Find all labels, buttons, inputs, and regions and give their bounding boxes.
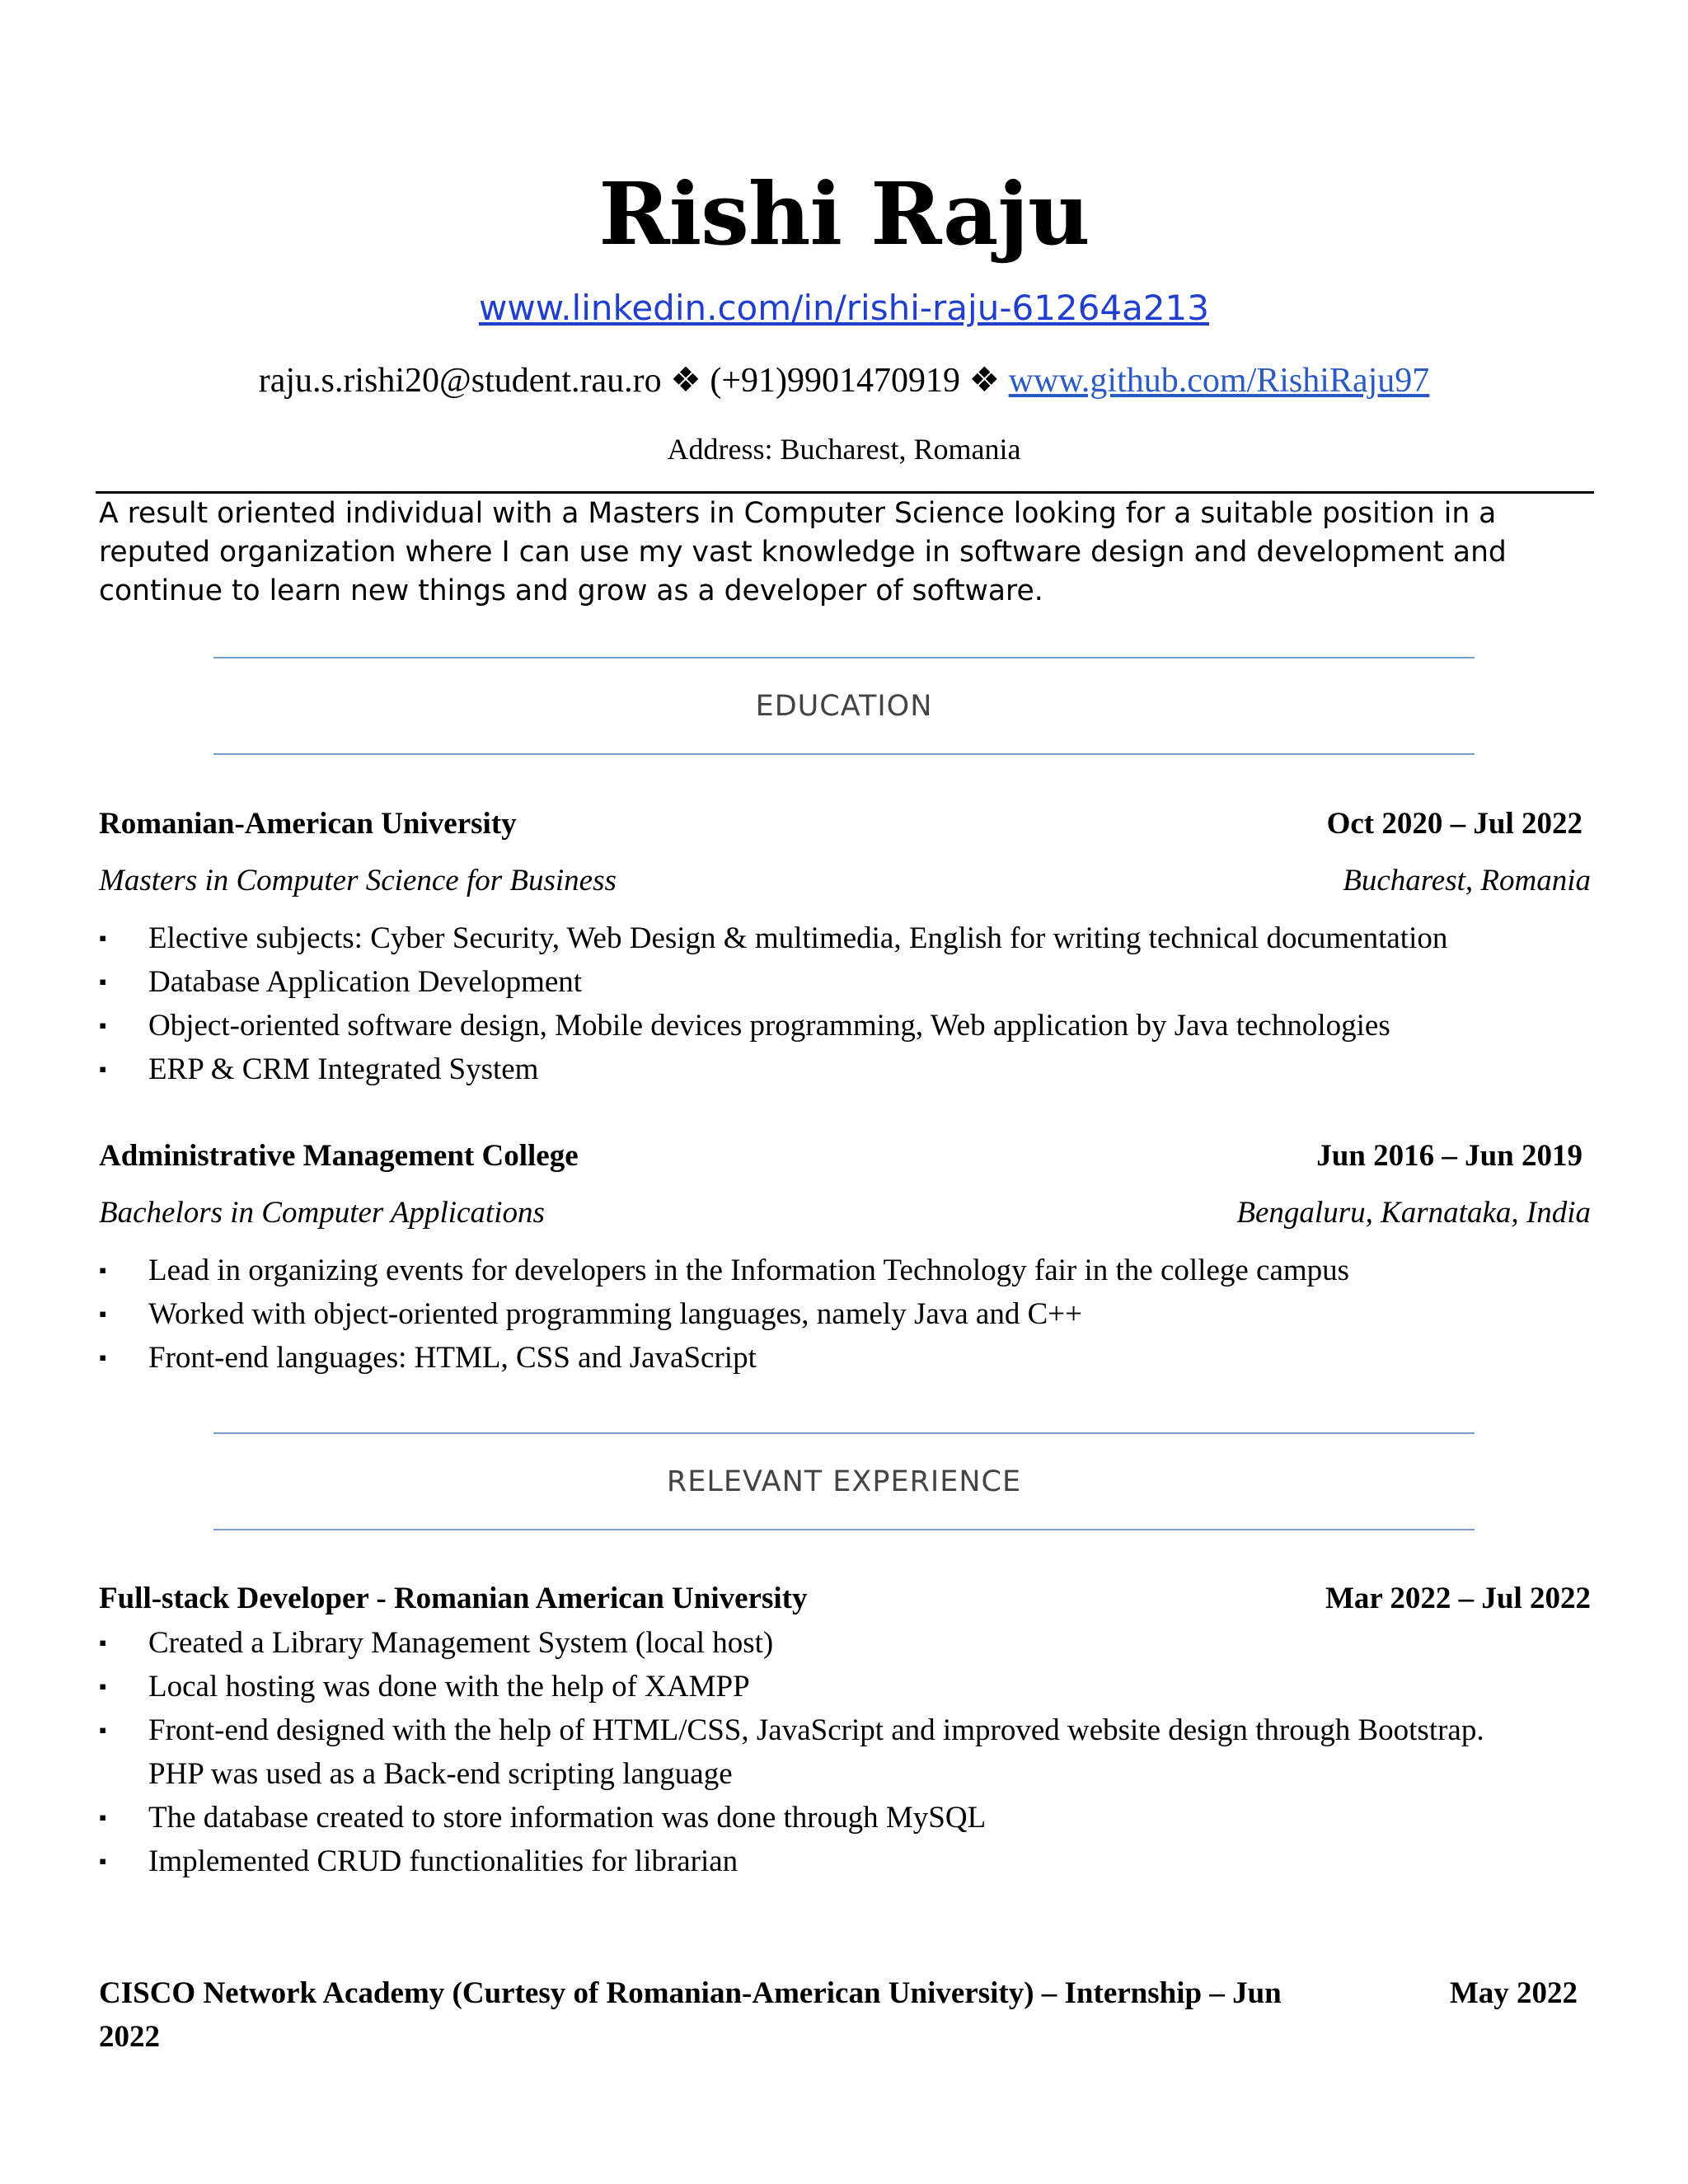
section-title-education: EDUCATION: [755, 690, 933, 723]
education-bullets: [99, 1249, 1591, 1380]
phone-text: (+91)9901470919: [710, 362, 960, 400]
section-divider: [213, 1529, 1475, 1530]
list-item: ▪ Elective subjects: Cyber Security, Web Design & multimedia, English for writing technical documentation: [99, 916, 1591, 960]
degree-name: Masters in Computer Science for Business: [99, 864, 617, 898]
institution-name: Romanian-American University: [99, 807, 517, 841]
list-item: ▪ ERP & CRM Integrated System: [99, 1047, 1591, 1091]
bullet-icon: ▪: [99, 1014, 107, 1038]
institution-name: Administrative Management College: [99, 1139, 579, 1173]
section-divider: [213, 1432, 1475, 1434]
bullet-icon: ▪: [99, 1631, 107, 1655]
list-item: ▪ Created a Library Management System (local host): [99, 1621, 1500, 1665]
job-dates: May 2022: [1449, 1976, 1578, 2010]
section-title-experience: RELEVANT EXPERIENCE: [666, 1465, 1022, 1498]
contact-line: [0, 356, 1688, 405]
section-divider: [213, 657, 1475, 658]
separator-icon: ❖: [670, 362, 701, 400]
bullet-icon: ▪: [99, 1302, 107, 1326]
address-text: Address: Bucharest, Romania: [667, 433, 1021, 466]
list-item: ▪ Database Application Development: [99, 960, 1591, 1004]
github-link[interactable]: www.github.com/RishiRaju97: [1008, 362, 1430, 400]
job-dates: Mar 2022 – Jul 2022: [1325, 1582, 1591, 1615]
list-item: ▪ Implemented CRUD functionalities for librarian: [99, 1840, 1500, 1883]
separator-icon: ❖: [968, 362, 1001, 400]
list-item: ▪ Local hosting was done with the help of XAMPP: [99, 1665, 1500, 1708]
list-item: ▪ Front-end designed with the help of HTML/CSS, JavaScript and improved website design through Bootstrap. PHP was used as a Back-end scripting language: [99, 1708, 1500, 1796]
education-entry-subheader: [99, 1192, 1591, 1235]
education-dates: Jun 2016 – Jun 2019: [1316, 1139, 1582, 1173]
education-location: Bucharest, Romania: [1343, 864, 1591, 898]
header-divider: [96, 491, 1594, 494]
education-entry-subheader: [99, 860, 1591, 902]
bullet-icon: ▪: [99, 1057, 107, 1081]
bullet-icon: ▪: [99, 1258, 107, 1282]
section-divider: [213, 753, 1475, 755]
bullet-icon: ▪: [99, 970, 107, 994]
education-bullets: [99, 916, 1591, 1091]
bullet-icon: ▪: [99, 1718, 107, 1742]
experience-entry-header: [99, 1577, 1591, 1620]
bullet-icon: ▪: [99, 926, 107, 950]
bullet-icon: ▪: [99, 1675, 107, 1699]
degree-name: Bachelors in Computer Applications: [99, 1196, 545, 1230]
education-location: Bengaluru, Karnataka, India: [1236, 1196, 1591, 1230]
job-title: Full-stack Developer - Romanian American University: [99, 1582, 808, 1615]
bullet-icon: ▪: [99, 1346, 107, 1370]
linkedin-link[interactable]: www.linkedin.com/in/rishi-raju-61264a213: [479, 288, 1209, 328]
education-dates: Oct 2020 – Jul 2022: [1326, 807, 1582, 841]
candidate-name: Rishi Raju: [598, 163, 1090, 265]
linkedin-line: [0, 284, 1688, 333]
job-title: CISCO Network Academy (Curtesy of Romanian-American University) – Internship – Jun 2022: [99, 1976, 1282, 2054]
list-item: ▪ Lead in organizing events for developers in the Information Technology fair in the college campus: [99, 1249, 1591, 1292]
summary-text: A result oriented individual with a Masters in Computer Science looking for a suitable position in a reputed organization where I can use my vast knowledge in software design and development and continue to learn new things and grow as a developer of software.: [99, 497, 1507, 607]
email-text: raju.s.rishi20@student.rau.ro: [258, 362, 662, 400]
list-item: ▪ Front-end languages: HTML, CSS and JavaScript: [99, 1336, 1591, 1380]
bullet-icon: ▪: [99, 1806, 107, 1830]
list-item: ▪ Worked with object-oriented programming languages, namely Java and C++: [99, 1292, 1591, 1336]
education-entry-header: [99, 1135, 1591, 1178]
experience-bullets: [99, 1621, 1500, 1883]
list-item: ▪ Object-oriented software design, Mobile devices programming, Web application by Java technologies: [99, 1004, 1591, 1047]
education-entry-header: [99, 803, 1591, 846]
list-item: ▪ The database created to store information was done through MySQL: [99, 1796, 1500, 1840]
bullet-icon: ▪: [99, 1849, 107, 1873]
